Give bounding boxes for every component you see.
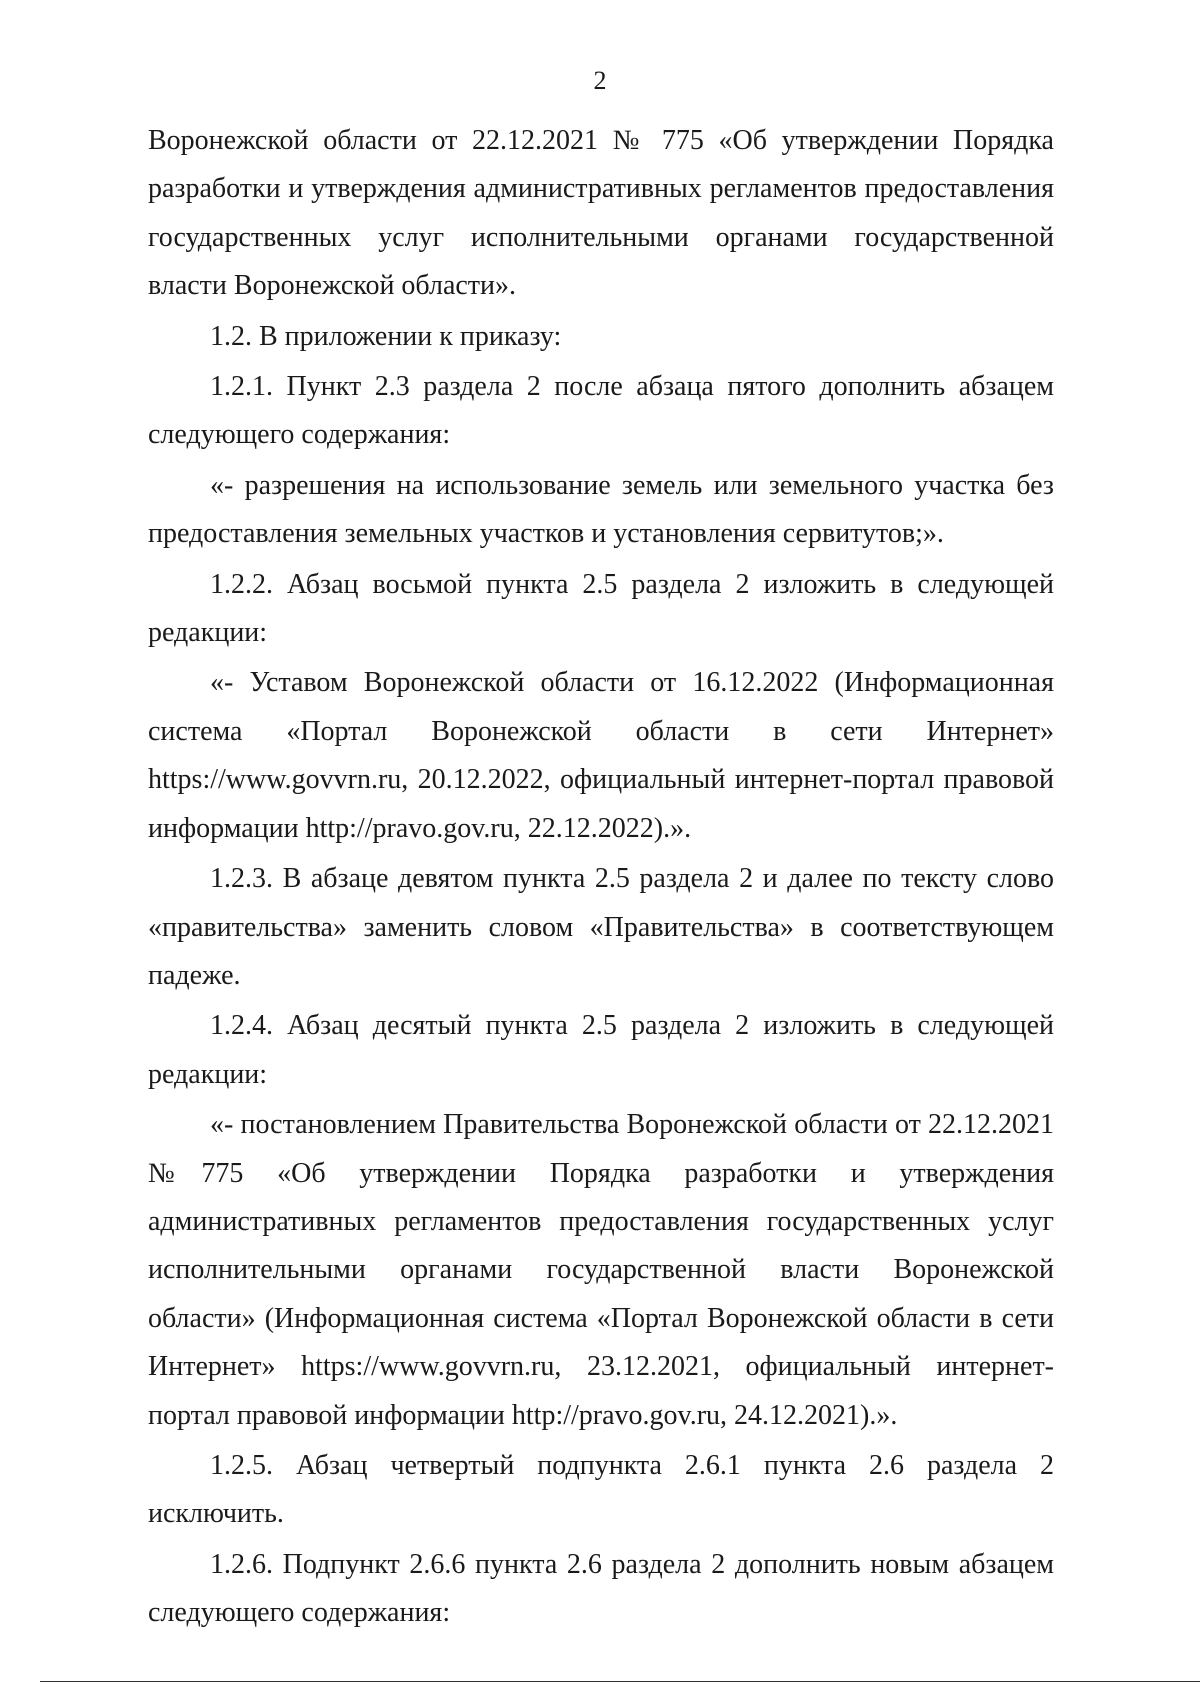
paragraph-1-2-6: 1.2.6. Подпункт 2.6.6 пункта 2.6 раздела 2 дополнить новым абзацем следующего содержания: xyxy=(148,1548,1054,1629)
paragraph-quote-2: «- Уставом Воронежской области от 16.12.2022 (Информационная система «Портал Воронежской области в сети Интернет» https://www.govvrn.ru, 20.12.2022, официальный интернет-портал правовой информации http://pravo.gov.ru, 22.12.2022).». xyxy=(148,667,1054,844)
bottom-rule xyxy=(40,1681,1200,1682)
paragraph-1-2-4: 1.2.4. Абзац десятый пункта 2.5 раздела 2 изложить в следующей редакции: xyxy=(148,1010,1054,1090)
paragraph-1-2: 1.2. В приложении к приказу: xyxy=(210,320,562,352)
paragraph-continuation: Воронежской области от 22.12.2021 № 775 «Об утверждении Порядка разработки и утверждения административных регламентов предоставления государственных услуг исполнительными органами государственной власти Воронежской области». xyxy=(148,125,1054,302)
page-number: 2 xyxy=(593,66,607,95)
paragraph-1-2-2: 1.2.2. Абзац восьмой пункта 2.5 раздела 2 изложить в следующей редакции: xyxy=(148,568,1054,649)
paragraph-1-2-1: 1.2.1. Пункт 2.3 раздела 2 после абзаца пятого дополнить абзацем следующего содержания: xyxy=(148,371,1054,451)
paragraph-quote-3: «- постановлением Правительства Воронежской области от 22.12.2021 №775 «Об утверждении Порядка разработки и утверждения административных регламентов предоставления государственных услуг исполнительными органами государственной власти Воронежской области» (Информационная система «Портал Воронежской области в сети Интернет» https://www.govvrn.ru, 23.12.2021, официальный интернет-портал правовой информации http://pravo.gov.ru, 24.12.2021).». xyxy=(148,1109,1054,1431)
paragraph-quote-1: «- разрешения на использование земель или земельного участка без предоставления земельных участков и установления сервитутов;». xyxy=(148,469,1054,550)
document-body xyxy=(148,117,1054,1638)
paragraph-1-2-5: 1.2.5. Абзац четвертый подпункта 2.6.1 пункта 2.6 раздела 2 исключить. xyxy=(148,1449,1054,1530)
paragraph-1-2-3: 1.2.3. В абзаце девятом пункта 2.5 раздела 2 и далее по тексту слово «правительства» заменить словом «Правительства» в соответствующем падеже. xyxy=(148,863,1054,991)
